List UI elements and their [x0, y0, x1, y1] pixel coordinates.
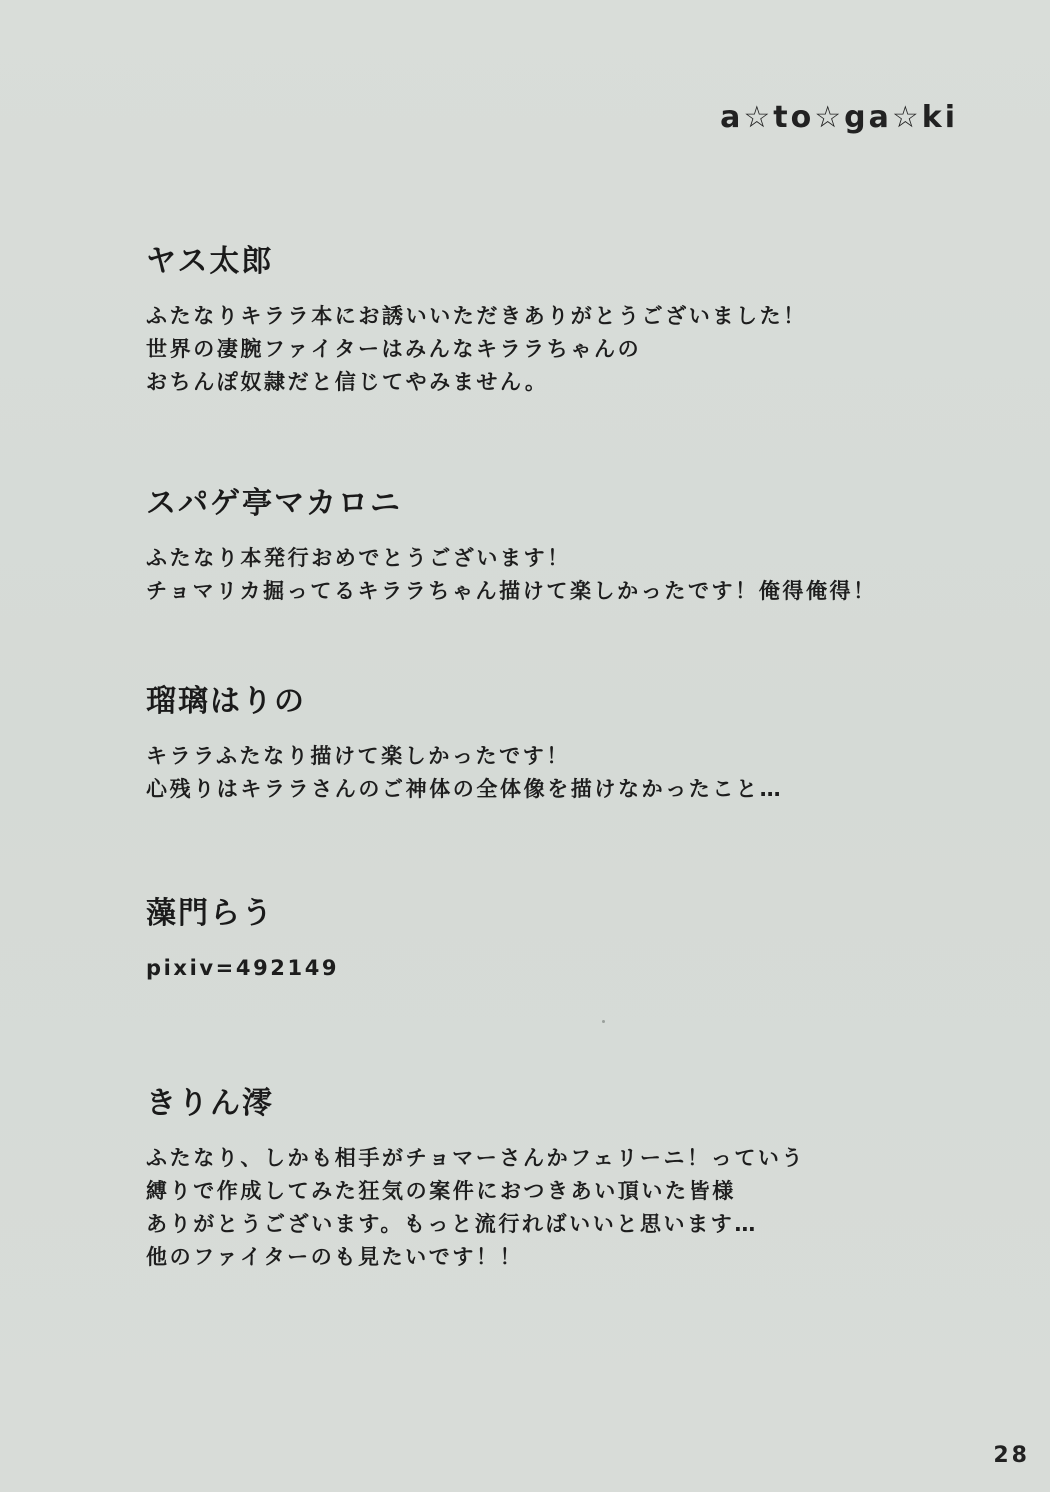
message-line: キララふたなり描けて楽しかったです！: [146, 744, 570, 768]
author-name: ヤス太郎: [146, 244, 274, 279]
message-line: ありがとうございます。もっと流行ればいいと思います…: [146, 1212, 758, 1236]
message-line: ふたなりキララ本にお誘いいただきありがとうございました！: [146, 304, 807, 328]
author-section-kirin-mio: [146, 1084, 926, 1274]
page-number: 28: [993, 1443, 1030, 1468]
author-section-yasutaro: [146, 242, 926, 399]
message-line: 心残りはキララさんのご神体の全体像を描けなかったこと…: [146, 777, 784, 801]
author-section-somon-rau: [146, 894, 926, 985]
author-name: 藻門らう: [146, 896, 274, 931]
message-line: ふたなり、しかも相手がチョマーさんかフェリーニ！っていう: [146, 1146, 806, 1170]
author-name: スパゲ亭マカロニ: [146, 486, 402, 521]
paper-speck: [602, 1020, 605, 1023]
author-section-supagetei-makaroni: [146, 484, 926, 608]
message-line: ふたなり本発行おめでとうございます！: [146, 546, 571, 570]
message-line: 他のファイターのも見たいです！！: [146, 1245, 524, 1269]
afterword-heading: a☆to☆ga☆ki: [720, 100, 958, 135]
message-line: おちんぽ奴隷だと信じてやみません。: [146, 370, 549, 394]
author-section-ruri-harino: [146, 682, 926, 806]
author-name: 瑠璃はりの: [146, 684, 306, 719]
message-line: 世界の凄腕ファイターはみんなキララちゃんの: [146, 337, 642, 361]
pixiv-id: pixiv=492149: [146, 956, 340, 980]
author-name: きりん澪: [146, 1086, 274, 1121]
message-line: チョマリカ掘ってるキララちゃん描けて楽しかったです！俺得俺得！: [146, 579, 877, 603]
message-line: 縛りで作成してみた狂気の案件におつきあい頂いた皆様: [146, 1179, 736, 1203]
